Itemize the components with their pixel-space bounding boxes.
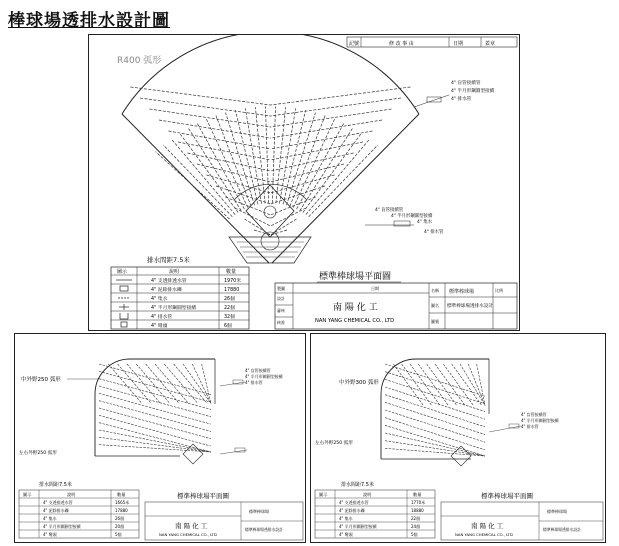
left-foul-line xyxy=(122,114,269,263)
right-legend-desc-4: 4" 半月形鋼圓型接續 xyxy=(339,524,377,529)
drain-line xyxy=(216,186,271,204)
drain-line xyxy=(131,87,271,105)
legend-desc-3: 4" 集水 xyxy=(151,297,168,302)
right-field-plan xyxy=(381,359,489,466)
drain-line xyxy=(99,445,211,452)
legend-desc-2: 4" 泥除排水礫 xyxy=(151,288,182,293)
drain-line xyxy=(188,128,241,211)
drain-line xyxy=(385,433,485,456)
right-foul-line xyxy=(272,114,419,263)
drain-line xyxy=(271,131,373,149)
drain-line xyxy=(443,364,473,405)
drain-line xyxy=(309,145,378,217)
left-legend-desc-3: 4" 集水 xyxy=(43,516,57,521)
drain-line xyxy=(174,364,208,404)
left-callout-3: 4" 排水管 xyxy=(245,380,263,385)
tb-drawing-value: 標準棒球場透排水設計 xyxy=(447,304,493,309)
drain-line xyxy=(271,120,383,138)
right-title-block xyxy=(441,502,603,540)
left-tb-name: 標準棒球場 xyxy=(249,509,269,514)
drain-line xyxy=(271,87,411,105)
drain-line xyxy=(155,364,189,404)
right-legend-desc-2: 4" 泥除排水礫 xyxy=(339,508,365,513)
drain-line xyxy=(197,164,271,182)
legend-qty-6: 6個 xyxy=(224,324,232,329)
drain-line xyxy=(99,401,211,432)
left-legend-desc-4: 4" 半月形鋼圓型接續 xyxy=(43,524,81,529)
left-legend-desc-2: 4" 泥除排水礫 xyxy=(43,508,69,513)
drain-line xyxy=(271,164,345,182)
right-callout-2: 4" 半月形鋼圓型接續 xyxy=(521,418,559,423)
left-legend-qty-5: 5個 xyxy=(115,532,122,537)
tb-name-value: 標準棒球場 xyxy=(449,289,475,295)
drain-line xyxy=(127,364,161,404)
left-callout-1: 4" 盲管接續管 xyxy=(245,368,271,373)
right-callout-3: 4" 排水管 xyxy=(521,424,539,429)
legend-h-desc: 說明 xyxy=(169,269,180,275)
spacing-label: 排水間距7.5米 xyxy=(147,256,190,264)
drain-line xyxy=(226,113,255,206)
right-legend-qty-5: 5個 xyxy=(411,532,418,537)
drain-line xyxy=(207,175,271,193)
legend-h-symbol: 圖示 xyxy=(117,269,128,275)
legend-desc-5: 4" 排水管 xyxy=(151,315,173,320)
pitchers-mound xyxy=(264,206,276,218)
drain-line xyxy=(99,393,211,424)
callout-upper-line1: 4" 盲管接續管 xyxy=(451,81,481,86)
drain-line xyxy=(99,408,211,439)
right-drawing xyxy=(311,334,605,542)
right-legend-h-desc: 說明 xyxy=(363,492,372,497)
right-tb-drawing: 標準棒球場透排水設計 xyxy=(543,527,581,532)
left-legend-qty-3: 26個 xyxy=(115,516,125,521)
tb-label-name: 名稱 xyxy=(431,288,439,293)
right-callout-1: 4" 盲管接續管 xyxy=(521,412,547,417)
rev-col-reason: 修 改 事 由 xyxy=(389,41,414,47)
callout-upper xyxy=(414,79,495,107)
drain-line xyxy=(136,364,170,404)
left-drawing xyxy=(15,334,305,542)
drain-line xyxy=(235,208,271,226)
right-legend-qty-2: 18880 xyxy=(411,508,424,513)
tb-label-number: 圖號 xyxy=(431,319,439,324)
drain-line xyxy=(385,441,485,456)
right-legend-desc-1: 4" 支透排透水管 xyxy=(339,500,369,505)
legend-desc-1: 4" 支透排透水管 xyxy=(151,279,187,284)
drain-line xyxy=(452,364,482,405)
callout-lower xyxy=(365,206,444,235)
main-drawing xyxy=(89,35,519,330)
tb-label-design: 設計 xyxy=(277,296,285,301)
right-company-cn: 南 陽 化 工 xyxy=(471,522,504,530)
drain-line xyxy=(108,364,142,404)
revision-header xyxy=(347,37,517,47)
drain-line xyxy=(460,364,485,405)
right-radius-label: 中外野300 弧形 xyxy=(339,380,379,386)
right-company-en: NAN YANG CHEMICAL CO., LTD xyxy=(455,532,513,537)
tb-label-scale: 比例 xyxy=(495,288,503,293)
right-legend-h-symbol: 圖示 xyxy=(319,492,328,497)
left-field-plan xyxy=(95,359,215,464)
left-legend-qty-1: 1665米 xyxy=(115,500,130,505)
field-drainage-plan xyxy=(122,35,419,263)
drain-line xyxy=(99,386,211,417)
drain-line xyxy=(477,364,485,405)
left-legend-qty-4: 20個 xyxy=(115,524,125,529)
drain-line xyxy=(306,139,370,215)
drain-line xyxy=(202,364,211,404)
drain-line xyxy=(290,116,325,207)
legend-h-qty: 數量 xyxy=(226,269,237,275)
legend-desc-4: 4" 半月形鋼圓型接續 xyxy=(151,306,197,311)
rev-col-stamp: 蓋章 xyxy=(485,41,496,47)
drain-line xyxy=(206,119,247,207)
right-drain-lines xyxy=(385,364,485,456)
callout-upper-line3: 4" 排水管 xyxy=(451,97,472,102)
tb-label-draft: 製圖 xyxy=(277,286,285,291)
left-callout-lower xyxy=(220,448,247,454)
right-legend-qty-1: 1770米 xyxy=(411,500,426,505)
drain-line xyxy=(99,371,211,402)
left-company-cn: 南 陽 化 工 xyxy=(175,522,208,530)
left-legend-table xyxy=(19,490,139,538)
drain-line xyxy=(99,423,211,452)
drain-line xyxy=(171,139,235,215)
legend-qty-2: 17880 xyxy=(224,288,240,293)
left-radius-label: 中外野250 弧形 xyxy=(21,377,61,383)
left-legend-h-qty: 數量 xyxy=(117,492,126,497)
legend-table xyxy=(111,267,249,329)
left-fence xyxy=(95,359,215,456)
legend-qty-5: 32個 xyxy=(224,315,235,320)
drain-line xyxy=(164,364,198,404)
drain-lines xyxy=(131,87,411,235)
left-drain-lines xyxy=(99,364,211,452)
drain-line xyxy=(418,364,448,405)
left-company-en: NAN YANG CHEMICAL CO., LTD xyxy=(159,532,217,537)
main-drawing-sheet xyxy=(88,34,520,331)
callout-lower-line3: 4" 集水 xyxy=(417,220,432,225)
right-drawing-sheet xyxy=(310,333,606,543)
infield-arc xyxy=(234,184,307,200)
legend-qty-4: 22個 xyxy=(224,306,235,311)
rev-col-date: 日期 xyxy=(453,41,464,47)
tb-label-drawing: 圖名 xyxy=(431,303,439,308)
callout-upper-line2: 4" 半月形鋼圓型接續 xyxy=(451,89,495,94)
drain-line xyxy=(385,372,485,404)
callout-lower-line1: 4" 盲管接續管 xyxy=(375,208,404,213)
drain-line xyxy=(99,379,211,410)
tb-label-check: 審核 xyxy=(277,308,285,313)
drain-line xyxy=(287,113,316,206)
left-drawing-sheet xyxy=(14,333,306,543)
drain-line xyxy=(216,116,251,207)
drain-line xyxy=(393,364,423,405)
right-plan-title: 標準棒球場平面圖 xyxy=(481,492,533,500)
right-legend-qty-3: 22個 xyxy=(411,516,421,521)
right-legend-desc-5: 4" 彎頭 xyxy=(339,532,353,537)
drain-line xyxy=(427,364,457,405)
right-spacing-label: 排水間距7.5米 xyxy=(341,482,374,488)
left-legend-h-symbol: 圖示 xyxy=(23,492,32,497)
legend-qty-3: 26個 xyxy=(224,297,235,302)
left-legend-desc-1: 4" 支透排透水管 xyxy=(43,500,73,505)
right-fence xyxy=(381,359,489,459)
drain-line xyxy=(159,120,271,138)
radius-label: R400 弧形 xyxy=(117,56,162,66)
drain-line xyxy=(385,418,485,450)
left-legend-desc-5: 4" 彎頭 xyxy=(43,532,57,537)
drain-line xyxy=(169,131,271,149)
tb-company-cn: 南 陽 化 工 xyxy=(333,303,378,313)
backstop-hatch xyxy=(237,242,304,257)
right-callout xyxy=(489,411,560,432)
drain-line xyxy=(385,387,485,419)
drain-line xyxy=(99,430,211,452)
right-legend-desc-3: 4" 集水 xyxy=(339,516,353,521)
rev-col-mark: 記號 xyxy=(349,41,360,47)
page-title: 棒球場透排水設計圖 xyxy=(8,11,170,31)
drain-line xyxy=(271,175,335,193)
drain-line xyxy=(192,364,211,404)
plan-title: 標準棒球場平面圖 xyxy=(319,272,392,282)
drain-line xyxy=(385,379,485,411)
legend-desc-6: 4" 彎頭 xyxy=(151,324,168,329)
drain-line xyxy=(118,364,152,404)
left-title-block xyxy=(145,502,303,540)
tb-company-en: NAN YANG CHEMICAL CO., LTD xyxy=(315,318,395,324)
title-block xyxy=(275,283,517,329)
right-legend-table xyxy=(315,490,435,538)
drain-line xyxy=(99,437,211,452)
drain-line xyxy=(146,364,180,404)
left-side-label: 左右外野250 弧形 xyxy=(19,451,57,456)
drain-line xyxy=(271,109,392,127)
left-legend-qty-2: 17880 xyxy=(115,508,128,513)
drain-line xyxy=(402,364,432,405)
left-plan-title: 標準棒球場平面圖 xyxy=(177,492,229,500)
right-tb-name: 標準棒球場 xyxy=(547,509,567,514)
left-tb-drawing: 標準棒球場透排水設計 xyxy=(245,527,283,532)
drain-line xyxy=(183,364,211,404)
right-legend-h-qty: 數量 xyxy=(413,492,422,497)
tb-label-approve: 核准 xyxy=(277,320,285,325)
drain-line xyxy=(385,410,485,442)
left-legend-h-desc: 說明 xyxy=(67,492,76,497)
drain-line xyxy=(163,145,232,217)
right-legend-qty-4: 24個 xyxy=(411,524,421,529)
right-side-label: 左右外野250 弧形 xyxy=(315,441,353,446)
legend-qty-1: 1970米 xyxy=(224,279,242,284)
left-spacing-label: 排水間距7.5米 xyxy=(39,482,72,488)
left-callout xyxy=(220,367,284,386)
drain-line xyxy=(293,119,334,207)
drain-line xyxy=(385,395,485,427)
callout-lower-line4: 4" 排水管 xyxy=(424,230,444,235)
drain-line xyxy=(271,186,326,204)
tb-label-date: 日期 xyxy=(371,286,379,291)
drain-line xyxy=(99,415,211,446)
drain-line xyxy=(300,128,353,211)
callout-lower-line2: 4" 半月形鋼圓型接續 xyxy=(391,214,433,219)
left-callout-2: 4" 半月形鋼圓型接續 xyxy=(245,374,283,379)
drain-line xyxy=(297,123,344,209)
drain-line xyxy=(150,109,271,127)
drain-line xyxy=(271,98,402,116)
drain-line xyxy=(140,98,271,116)
